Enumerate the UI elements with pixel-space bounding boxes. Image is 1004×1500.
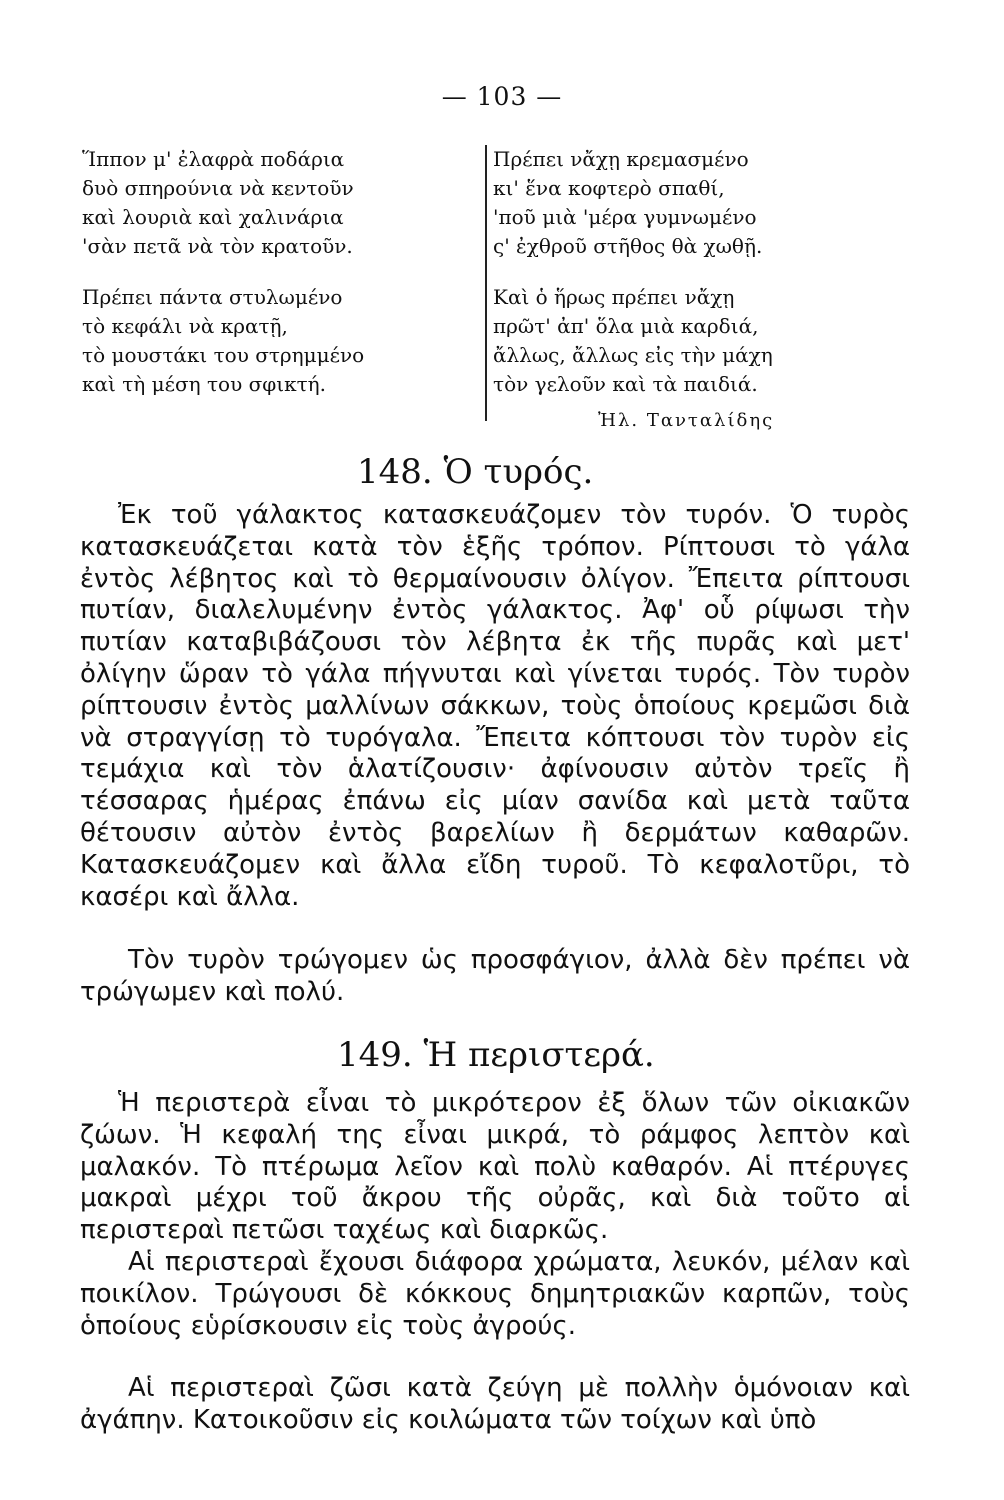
poem-line: Καὶ ὁ ἥρως πρέπει νἄχῃ [493,285,735,309]
poem-signature: Ἠλ. Τανταλίδης [598,410,775,431]
poem-line: καὶ λουριὰ καὶ χαλινάρια [82,205,344,229]
poem-line: δυὸ σπηρούνια νὰ κεντοῦν [82,176,354,200]
poem-stanza [82,145,412,261]
paragraph: Αἱ περιστεραὶ ἔχουσι διάφορα χρώματα, λευκόν, μέλαν καὶ ποικίλον. Τρώγουσι δὲ κόκκους δημητριακῶν καρπῶν, τοὺς ὁποίους εὑρίσκουσιν εἰς τοὺς ἀγρούς. [80,1247,910,1341]
poem-line: καὶ τὴ μέση του σφικτή. [82,372,326,396]
poem-line: τὸ μουστάκι του στρημμένο [82,343,365,367]
poem-line: τὸ κεφάλι νὰ κρατῇ, [82,314,288,338]
poem-line: τὸν γελοῦν καὶ τὰ παιδιά. [493,372,758,396]
poem-line: ς' ἐχθροῦ στῆθος θὰ χωθῇ. [493,234,763,258]
poem-line: ἄλλως, ἄλλως εἰς τὴν μάχη [493,343,773,367]
paragraph: Ἡ περιστερὰ εἶναι τὸ μικρότερον ἐξ ὅλων τῶν οἰκιακῶν ζώων. Ἡ κεφαλή της εἶναι μικρά, τὸ ράμφος λεπτὸν καὶ μαλακόν. Τὸ πτέρωμα λεῖον καὶ πολὺ καθαρόν. Αἱ πτέρυγες μακραὶ μέχρι τοῦ ἄκρου τῆς οὐρᾶς, καὶ διὰ τοῦτο αἱ περιστεραὶ πετῶσι ταχέως καὶ διαρκῶς. [80,1088,910,1246]
page-number: — 103 — [441,82,563,111]
poem-line: 'ποῦ μιὰ 'μέρα γυμνωμένο [493,205,757,229]
section-heading-149: 149. Ἡ περιστερά. [337,1035,655,1075]
poem-line: Πρέπει νἄχῃ κρεμασμένο [493,147,749,171]
poem-left-column [82,145,412,421]
poem-line: Πρέπει πάντα στυλωμένο [82,285,343,309]
poem-stanza [493,283,853,399]
poem-stanza [82,283,412,399]
poem-line: 'σὰν πετᾶ νὰ τὸν κρατοῦν. [82,234,353,258]
poem-line: Ἵππον μ' ἐλαφρὰ ποδάρια [82,147,345,171]
section-heading-148: 148. Ὁ τυρός. [357,452,594,492]
poem-right-column [485,145,853,421]
paragraph: Ἐκ τοῦ γάλακτος κατασκευάζομεν τὸν τυρόν. Ὁ τυρὸς κατασκευάζεται κατὰ τὸν ἑξῆς τρόπον. Ρίπτουσι τὸ γάλα ἐντὸς λέβητος καὶ τὸ θερμαίνουσιν ὀλίγον. Ἔπειτα ρίπτουσι πυτίαν, διαλελυμένην ἐντὸς γάλακτος. Ἀφ' οὗ ρίψωσι τὴν πυτίαν καταβιβάζουσι τὸν λέβητα ἐκ τῆς πυρᾶς καὶ μετ' ὀλίγην ὥραν τὸ γάλα πήγνυται καὶ γίνεται τυρός. Τὸν τυρὸν ρίπτουσιν ἐντὸς μαλλίνων σάκκων, τοὺς ὁποίους κρεμῶσι διὰ νὰ στραγγίσῃ τὸ τυρόγαλα. Ἔπειτα κόπτουσι τὸν τυρὸν εἰς τεμάχια καὶ τὸν ἁλατίζουσιν· ἀφίνουσιν αὐτὸν τρεῖς ἢ τέσσαρας ἡμέρας ἐπάνω εἰς μίαν σανίδα καὶ μετὰ ταῦτα θέτουσιν αὐτὸν ἐντὸς βαρελίων ἢ δερμάτων καθαρῶν. Κατασκευάζομεν καὶ ἄλλα εἴδη τυροῦ. Τὸ κεφαλοτῦρι, τὸ κασέρι καὶ ἄλλα. [80,500,910,912]
poem-stanza [493,145,853,261]
poem-line: πρῶτ' ἀπ' ὅλα μιὰ καρδιά, [493,314,759,338]
paragraph: Τὸν τυρὸν τρώγομεν ὡς προσφάγιον, ἀλλὰ δὲν πρέπει νὰ τρώγωμεν καὶ πολύ. [80,945,910,1007]
paragraph: Αἱ περιστεραὶ ζῶσι κατὰ ζεύγη μὲ πολλὴν ὁμόνοιαν καὶ ἀγάπην. Κατοικοῦσιν εἰς κοιλώματα τῶν τοίχων καὶ ὑπὸ [80,1373,910,1435]
poem-line: κι' ἕνα κοφτερὸ σπαθί, [493,176,725,200]
